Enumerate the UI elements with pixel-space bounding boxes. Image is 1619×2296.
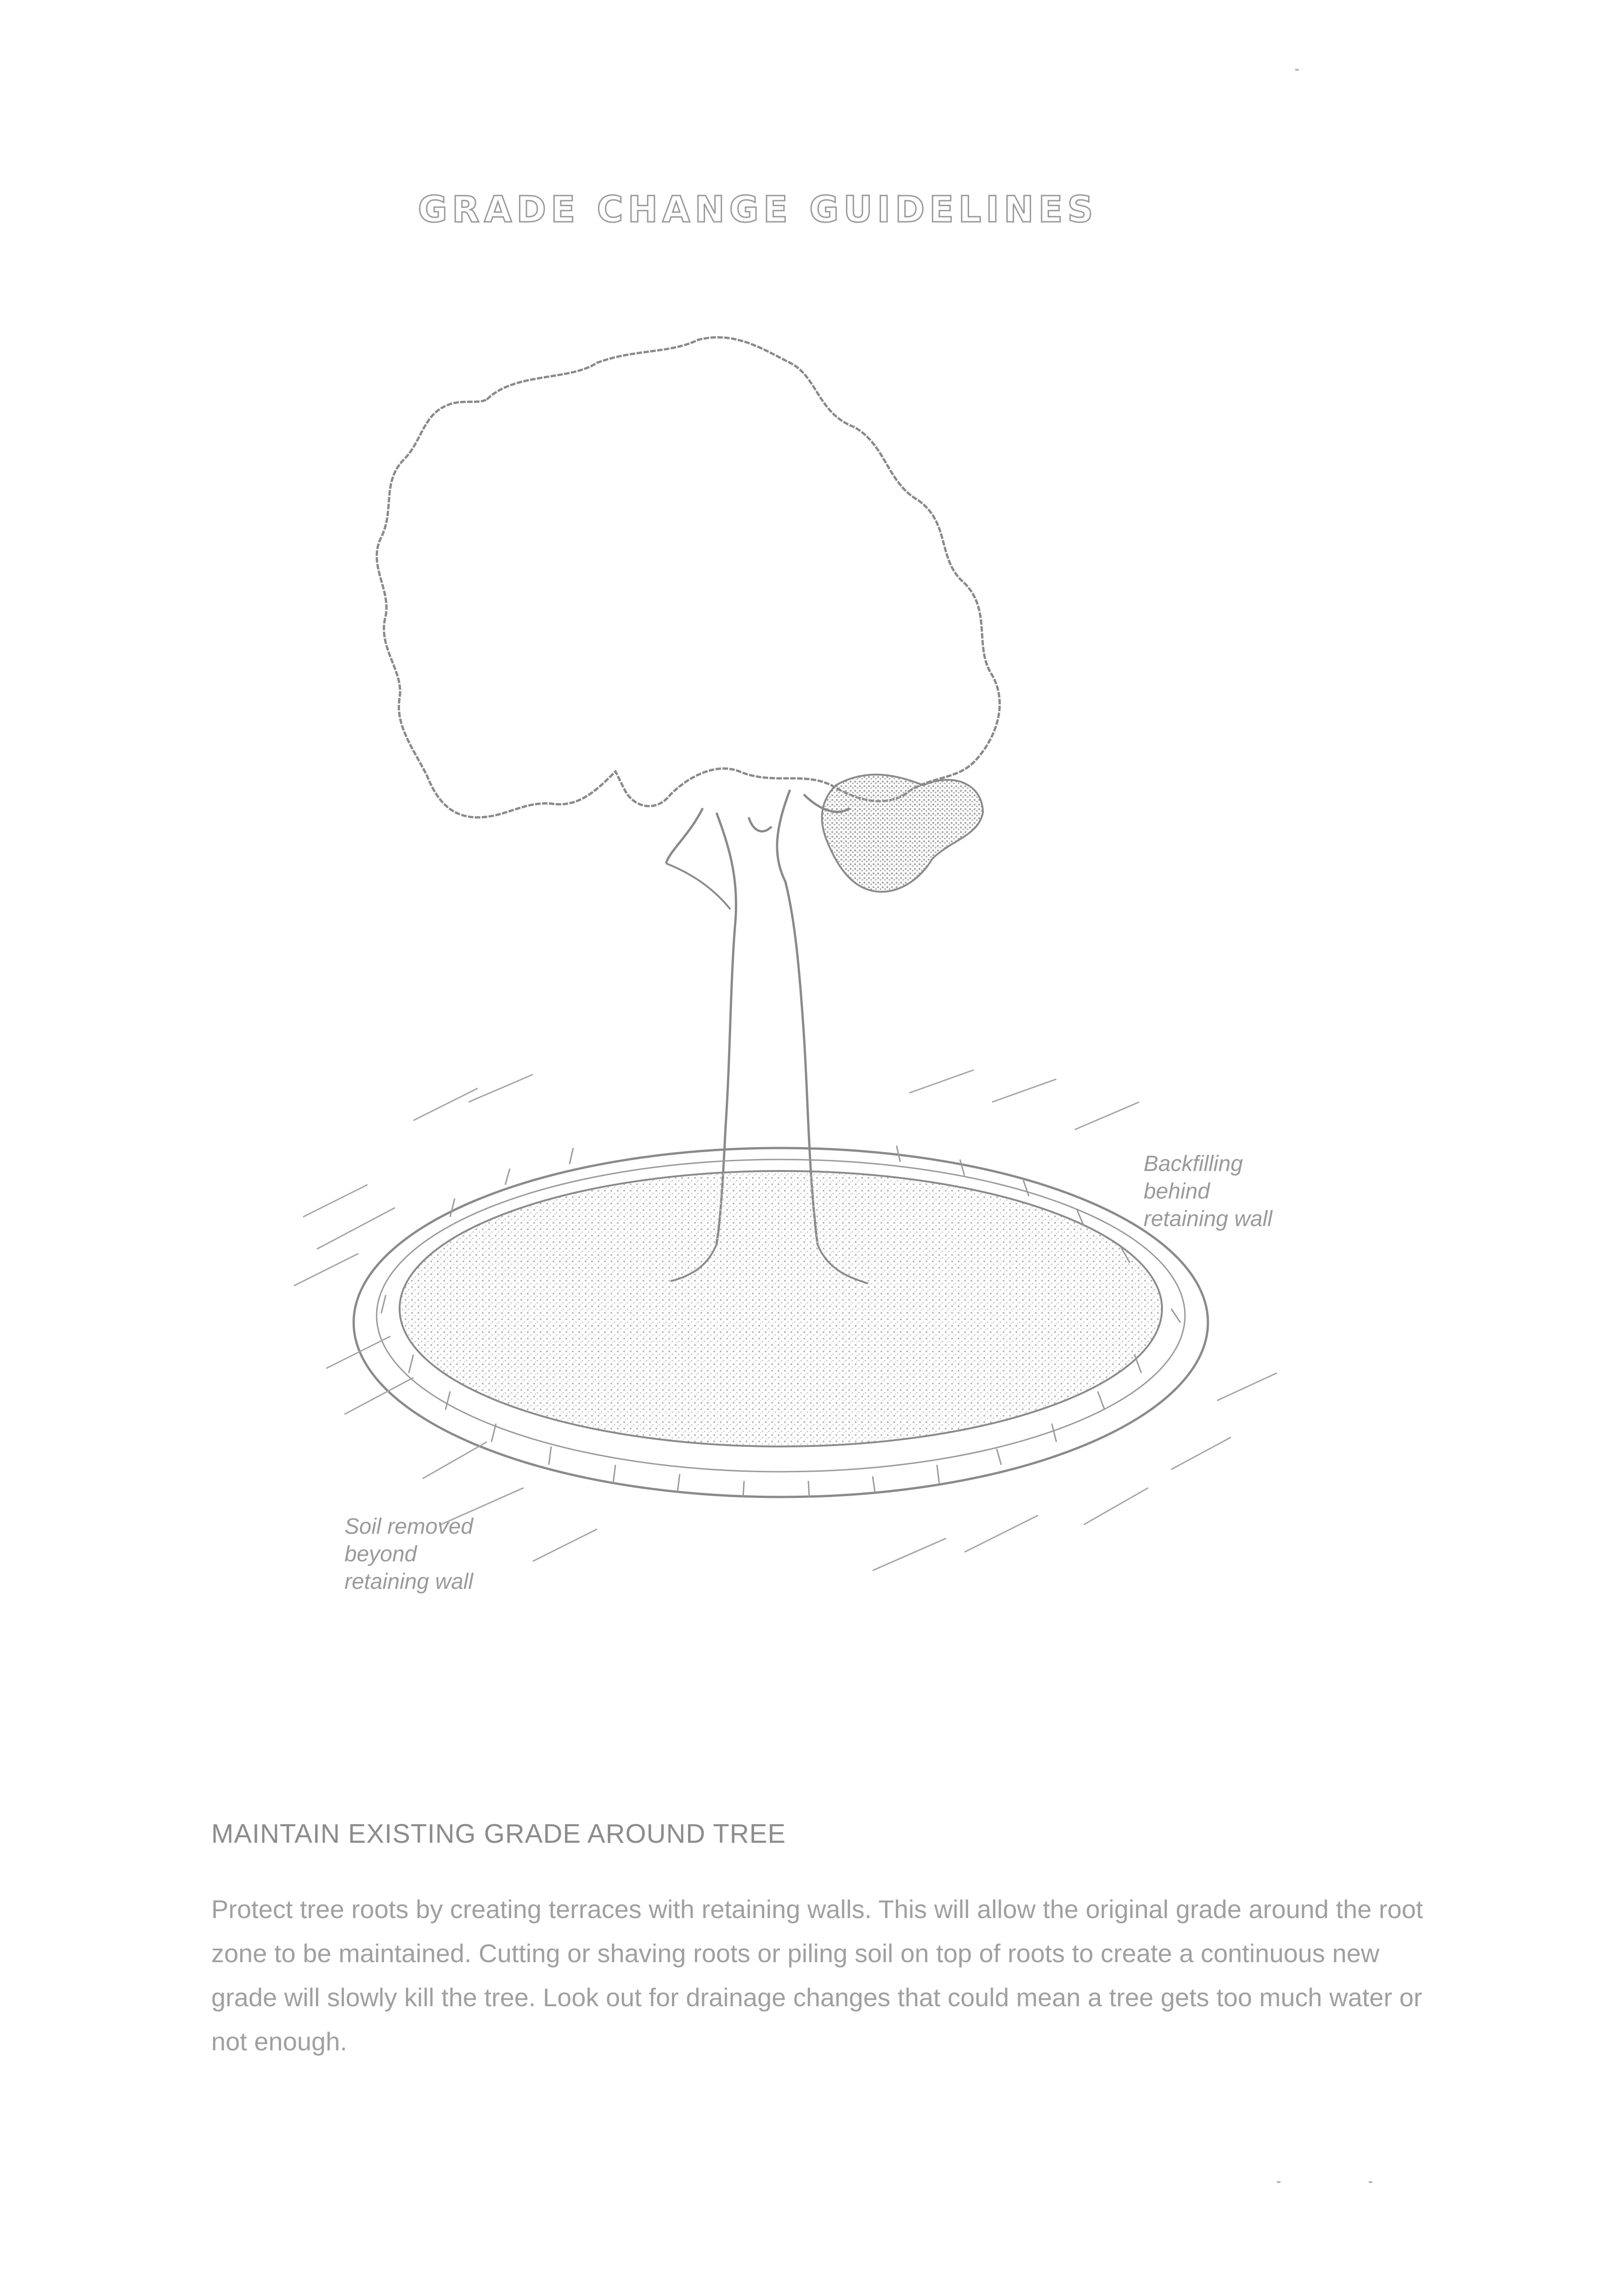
label-soil-removed [344, 1514, 474, 1594]
svg-text:beyond: beyond [344, 1542, 417, 1566]
tree-retaining-wall-illustration [276, 321, 1378, 1699]
svg-text:Backfilling: Backfilling [1144, 1152, 1243, 1176]
svg-text:retaining wall: retaining wall [1144, 1207, 1273, 1231]
body-paragraph: Protect tree roots by creating terraces with retaining walls. This will allow the original grade around the root zone to be maintained. Cutting or shaving roots or piling soil on top of roots to create a continuous new grade will slowly kill the tree. Look out for drainage changes that could mean a tree gets too much water or not enough. [211, 1895, 1423, 2056]
scan-speck [1369, 2181, 1372, 2183]
section-heading: MAINTAIN EXISTING GRADE AROUND TREE [211, 1819, 786, 1849]
page-title: GRADE CHANGE GUIDELINES [417, 189, 1098, 231]
label-backfill [1144, 1152, 1273, 1231]
scan-speck [1295, 69, 1299, 71]
scan-speck [1277, 2181, 1281, 2183]
damaged-foliage [822, 775, 983, 892]
svg-text:Soil removed: Soil removed [344, 1514, 474, 1539]
svg-text:behind: behind [1144, 1179, 1210, 1204]
svg-text:retaining wall: retaining wall [344, 1570, 474, 1594]
tree-canopy [377, 338, 999, 817]
